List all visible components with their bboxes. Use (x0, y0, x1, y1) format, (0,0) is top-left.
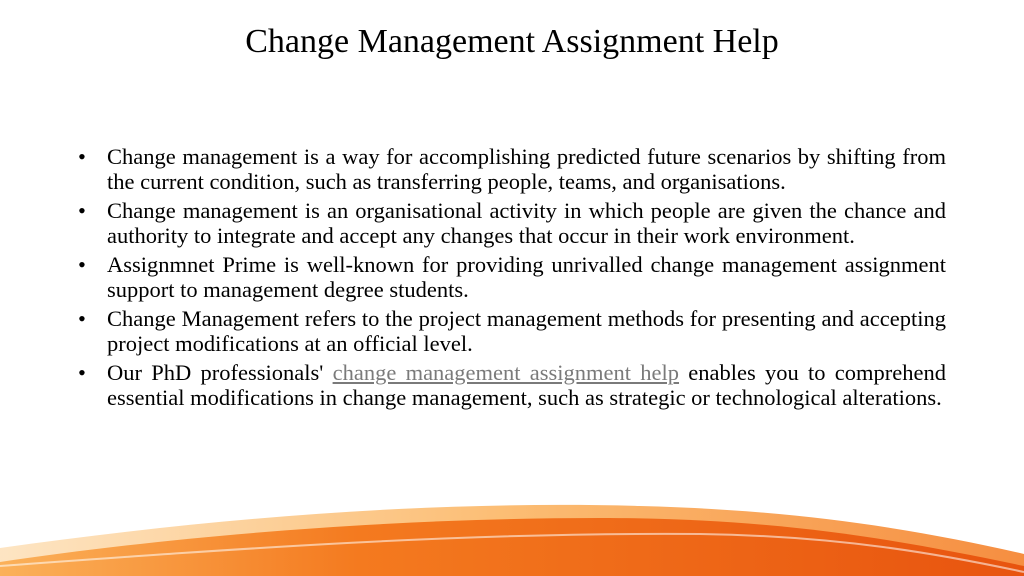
bullet-item (78, 199, 946, 248)
bullet-text-before: Our PhD professionals' (107, 360, 333, 385)
bullet-icon: • (78, 198, 86, 223)
bullet-text: Change Management refers to the project management methods for presenting and accepting project modifications at an official level. (107, 306, 946, 356)
bullet-icon: • (78, 252, 86, 277)
bullet-icon: • (78, 144, 86, 169)
bullet-icon: • (78, 360, 86, 385)
bullet-item (78, 361, 946, 410)
change-management-help-link[interactable]: change management assignment help (332, 360, 680, 385)
bullet-item (78, 253, 946, 302)
bullet-text: Change management is a way for accomplishing predicted future scenarios by shifting from the current condition, such as transferring people, teams, and organisations. (107, 144, 946, 194)
slide-title: Change Management Assignment Help (245, 23, 779, 60)
bullet-item (78, 145, 946, 194)
bullet-text: Assignmnet Prime is well-known for providing unrivalled change management assignment support to management degree students. (107, 252, 946, 302)
bullet-text-after: enables you to comprehend essential modifications in change management, such as strategic or technological alterations. (107, 360, 947, 410)
orange-swoosh-decoration (0, 470, 1024, 576)
bullet-icon: • (78, 306, 86, 331)
bullet-item (78, 307, 946, 356)
bullet-text: Change management is an organisational activity in which people are given the chance and authority to integrate and accept any changes that occur in their work environment. (107, 198, 946, 248)
bullet-list (78, 145, 946, 415)
